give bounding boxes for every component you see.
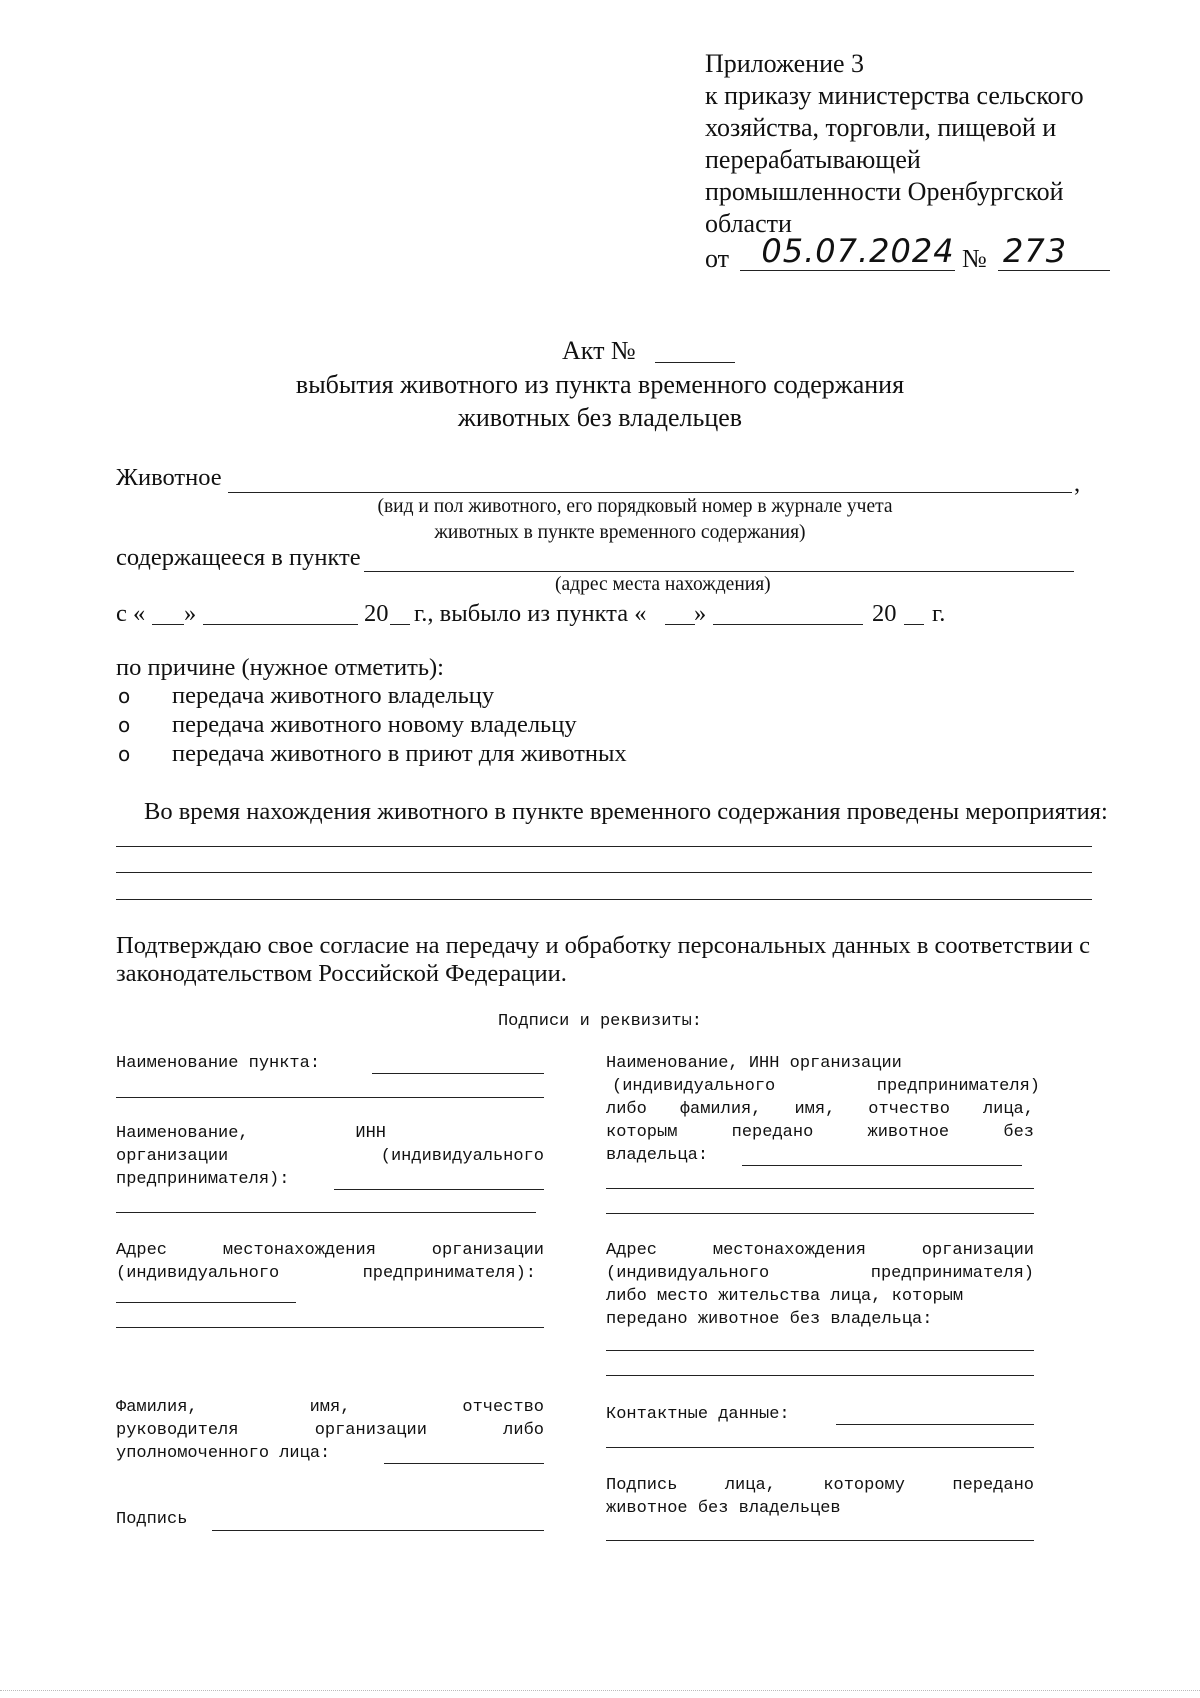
appendix-number-label: № <box>962 244 987 273</box>
activities-line[interactable] <box>116 899 1092 900</box>
appendix-line: хозяйства, торговли, пищевой и <box>705 113 1057 142</box>
org-address-label <box>116 1239 544 1262</box>
label-word: предпринимателя): <box>362 1264 536 1283</box>
dropped-label: г., выбыло из пункта « <box>414 600 647 627</box>
contacts-line[interactable] <box>836 1424 1034 1425</box>
label-word: руководителя <box>116 1421 239 1440</box>
recipient-address-line[interactable] <box>606 1350 1034 1351</box>
left-signature-line[interactable] <box>212 1530 544 1531</box>
head-fio-label: уполномоченного лица: <box>116 1444 331 1463</box>
label-word: организации <box>431 1241 544 1260</box>
label-word: лица, <box>982 1100 1034 1119</box>
recipient-address-line-2[interactable] <box>606 1375 1034 1376</box>
kept-input-line[interactable] <box>364 571 1074 572</box>
year-prefix: 20 <box>872 600 897 627</box>
label-word: местонахождения <box>222 1241 376 1260</box>
contacts-label: Контактные данные: <box>606 1405 790 1424</box>
activities-label: Во время нахождения животного в пункте временного содержания проведены мероприятия: <box>144 798 1108 825</box>
label-word: организации <box>314 1421 427 1440</box>
year-prefix: 20 <box>364 600 389 627</box>
label-word: ИНН <box>355 1124 386 1143</box>
reason-option: передача животного владельцу <box>172 682 495 709</box>
label-word: передано <box>731 1123 814 1142</box>
recipient-name-label <box>606 1098 1034 1121</box>
label-word: (индивидуального <box>612 1077 776 1096</box>
recipient-name-line-3[interactable] <box>606 1213 1034 1214</box>
label-word: предпринимателя) <box>870 1264 1034 1283</box>
org-address-label <box>116 1262 536 1285</box>
recipient-signature-label: животное без владельцев <box>606 1499 841 1518</box>
year-to-line[interactable] <box>904 624 924 625</box>
kept-label: содержащееся в пункте <box>116 544 361 571</box>
org-name-label: предпринимателя): <box>116 1170 290 1189</box>
recipient-signature-line[interactable] <box>606 1540 1034 1541</box>
recipient-name-label <box>612 1075 1040 1098</box>
appendix-line: перерабатывающей <box>705 145 921 174</box>
recipient-name-line[interactable] <box>742 1165 1022 1166</box>
animal-hint: животных в пункте временного содержания) <box>434 522 806 543</box>
label-word: лица, <box>724 1476 776 1495</box>
label-word: либо <box>503 1421 544 1440</box>
label-word: передано <box>952 1476 1034 1495</box>
org-name-label <box>116 1145 544 1168</box>
recipient-name-label: владельца: <box>606 1146 709 1165</box>
animal-comma: , <box>1074 470 1081 497</box>
label-word: (индивидуального <box>606 1264 770 1283</box>
org-name-line[interactable] <box>334 1189 544 1190</box>
act-title: Акт № <box>562 336 636 365</box>
point-name-line-2[interactable] <box>116 1097 544 1098</box>
checkbox-circle-icon[interactable]: о <box>118 742 131 766</box>
recipient-address-label: передано животное без владельца: <box>606 1310 933 1329</box>
month-to-line[interactable] <box>713 624 863 625</box>
left-signature-label: Подпись <box>116 1510 188 1529</box>
label-word: отчество <box>462 1398 544 1417</box>
month-from-line[interactable] <box>203 624 358 625</box>
date-from-close: » <box>184 600 197 627</box>
label-word: Фамилия, <box>116 1398 198 1417</box>
label-word: имя, <box>794 1100 836 1119</box>
label-word: организации <box>921 1241 1034 1260</box>
scan-edge-divider <box>0 1690 1200 1691</box>
appendix-from-label: от <box>705 244 730 273</box>
date-from-open: с « <box>116 600 146 627</box>
recipient-signature-label <box>606 1474 1034 1497</box>
day-from-line[interactable] <box>152 624 184 625</box>
appendix-line: к приказу министерства сельского <box>705 81 1084 110</box>
act-number-line <box>655 362 735 363</box>
label-word: предпринимателя) <box>876 1077 1040 1096</box>
recipient-name-label <box>606 1121 1034 1144</box>
address-hint: (адрес места нахождения) <box>555 574 771 595</box>
recipient-address-label: либо место жительства лица, которым <box>606 1287 964 1306</box>
appendix-number-handwritten: 273 <box>1003 232 1068 270</box>
label-word: организации <box>116 1147 229 1166</box>
org-address-line[interactable] <box>116 1302 296 1303</box>
animal-input-line[interactable] <box>228 492 1072 493</box>
signatures-heading: Подписи и реквизиты: <box>497 1012 703 1031</box>
label-word: Адрес <box>606 1241 658 1260</box>
contacts-line-2[interactable] <box>606 1447 1034 1448</box>
point-name-label: Наименование пункта: <box>116 1054 321 1073</box>
head-fio-label <box>116 1396 544 1419</box>
label-word: фамилия, <box>679 1100 762 1119</box>
appendix-number-line <box>998 270 1110 271</box>
activities-line[interactable] <box>116 846 1092 847</box>
label-word: имя, <box>309 1398 351 1417</box>
animal-label: Животное <box>116 464 222 491</box>
appendix-block <box>705 48 1084 240</box>
consent-text: Подтверждаю свое согласие на передачу и обработку персональных данных в соответствии с <box>116 932 1090 959</box>
checkbox-circle-icon[interactable]: о <box>118 713 131 737</box>
date-to-close: » <box>694 600 707 627</box>
label-word: которым <box>606 1123 678 1142</box>
label-word: без <box>1003 1123 1034 1142</box>
activities-line[interactable] <box>116 872 1092 873</box>
label-word: отчество <box>868 1100 950 1119</box>
point-name-line[interactable] <box>372 1073 544 1074</box>
label-word: животное <box>867 1123 950 1142</box>
label-word: Наименование, <box>116 1124 249 1143</box>
label-word: Адрес <box>116 1241 168 1260</box>
org-name-label <box>116 1122 386 1145</box>
label-word: (индивидуального <box>116 1264 280 1283</box>
head-fio-line[interactable] <box>384 1463 544 1464</box>
consent-text: законодательством Российской Федерации. <box>116 960 567 987</box>
recipient-name-label: Наименование, ИНН организации <box>606 1054 902 1073</box>
label-word: либо <box>606 1100 647 1119</box>
recipient-address-label <box>606 1239 1034 1262</box>
animal-hint: (вид и пол животного, его порядковый номер в журнале учета <box>377 496 893 517</box>
act-subtitle: животных без владельцев <box>457 403 743 432</box>
label-word: которому <box>823 1476 905 1495</box>
label-word: (индивидуального <box>380 1147 544 1166</box>
org-name-line-2[interactable] <box>116 1212 536 1213</box>
day-to-line[interactable] <box>665 624 695 625</box>
org-address-line-2[interactable] <box>116 1327 544 1328</box>
reason-label: по причине (нужное отметить): <box>116 654 444 681</box>
head-fio-label <box>116 1419 544 1442</box>
reason-option: передача животного в приют для животных <box>172 740 627 767</box>
year-suffix: г. <box>932 600 946 627</box>
act-subtitle: выбытия животного из пункта временного содержания <box>295 370 905 399</box>
checkbox-circle-icon[interactable]: о <box>118 684 131 708</box>
appendix-line: промышленности Оренбургской <box>705 177 1064 206</box>
appendix-date-line <box>740 270 955 271</box>
appendix-line: области <box>705 209 792 238</box>
appendix-title: Приложение 3 <box>705 49 865 78</box>
recipient-name-line-2[interactable] <box>606 1188 1034 1189</box>
reason-option: передача животного новому владельцу <box>172 711 577 738</box>
appendix-date-handwritten: 05.07.2024 <box>761 232 955 270</box>
label-word: местонахождения <box>712 1241 866 1260</box>
year-from-line[interactable] <box>390 624 410 625</box>
label-word: Подпись <box>606 1476 678 1495</box>
recipient-address-label <box>606 1262 1034 1285</box>
